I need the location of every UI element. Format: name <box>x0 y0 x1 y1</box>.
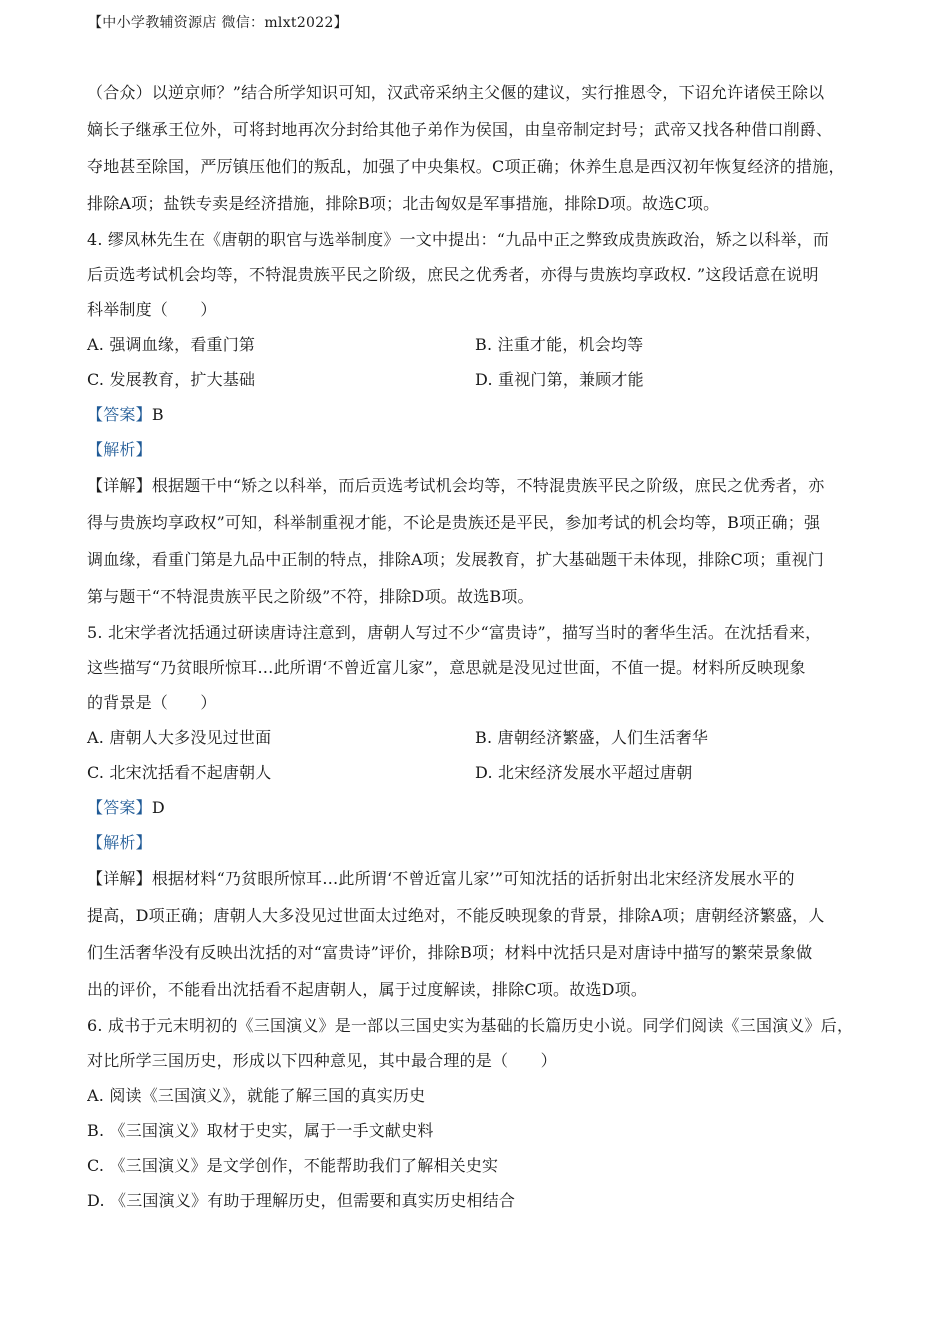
detail-label: 【详解】 <box>87 869 152 888</box>
intro-line: 夺地甚至除国，严厉镇压他们的叛乱，加强了中央集权。C项正确；休养生息是西汉初年恢复经济的措施， <box>87 157 845 176</box>
intro-paragraph <box>87 74 869 222</box>
answer-label: 【答案】 <box>87 405 152 424</box>
answer-label: 【答案】 <box>87 798 152 817</box>
detail-line: 第与题干“不特混贵族平民之阶级”不符，排除D项。故选B项。 <box>87 587 534 606</box>
detail-text: 根据题干中“矫之以科举，而后贡选考试机会均等，不特混贵族平民之阶级，庶民之优秀者，亦 <box>151 476 825 495</box>
option-b: B. 注重才能，机会均等 <box>475 335 644 354</box>
analysis-line <box>87 432 869 467</box>
options-row <box>87 362 869 397</box>
options-row <box>87 720 869 755</box>
question-stem-line: 6. 成书于元末明初的《三国演义》是一部以三国史实为基础的长篇历史小说。同学们阅读《三国演义》后， <box>87 1016 854 1035</box>
analysis-line <box>87 825 869 860</box>
option-c: C. 《三国演义》是文学创作，不能帮助我们了解相关史实 <box>87 1156 499 1175</box>
question-stem-line: 这些描写“乃贫眼所惊耳…此所谓‘不曾近富儿家”，意思就是没见过世面，不值一提。材料所反映现象 <box>87 658 806 677</box>
answer-value: D <box>151 798 165 817</box>
option-d: D. 《三国演义》有助于理解历史，但需要和真实历史相结合 <box>87 1191 516 1210</box>
question-stem-line: 科举制度（ ） <box>87 300 217 319</box>
option-d: D. 重视门第，兼顾才能 <box>475 370 644 389</box>
detail-text: 根据材料“乃贫眼所惊耳…此所谓‘不曾近富儿家’”可知沈括的话折射出北宋经济发展水平的 <box>151 869 795 888</box>
detail-line: 提高，D项正确；唐朝人大多没见过世面太过绝对，不能反映现象的背景，排除A项；唐朝经济繁盛，人 <box>87 906 825 925</box>
detail-label: 【详解】 <box>87 476 152 495</box>
option-a: A. 唐朝人大多没见过世面 <box>87 728 272 747</box>
option-b: B. 《三国演义》取材于史实，属于一手文献史料 <box>87 1121 434 1140</box>
detail-paragraph <box>87 860 869 1008</box>
question-stem-line: 4. 缪凤林先生在《唐朝的职官与选举制度》一文中提出：“九品中正之弊致成贵族政治，矫之以科举，而 <box>87 230 830 249</box>
intro-line: 嫡长子继承王位外，可将封地再次分封给其他子弟作为侯国，由皇帝制定封号；武帝又找各种借口削爵、 <box>87 120 833 139</box>
document-body <box>87 74 869 1218</box>
options-row <box>87 327 869 362</box>
detail-line: 得与贵族均享政权”可知，科举制重视才能，不论是贵族还是平民，参加考试的机会均等，B项正确；强 <box>87 513 821 532</box>
detail-line <box>87 860 869 897</box>
option-d: D. 北宋经济发展水平超过唐朝 <box>475 763 693 782</box>
analysis-label: 【解析】 <box>87 833 152 852</box>
detail-line: 们生活奢华没有反映出沈括的对“富贵诗”评价，排除B项；材料中沈括只是对唐诗中描写的繁荣景象做 <box>87 943 813 962</box>
question-stem-line: 对比所学三国历史，形成以下四种意见，其中最合理的是（ ） <box>87 1051 557 1070</box>
detail-line <box>87 467 869 504</box>
answer-line <box>87 397 869 432</box>
intro-line: （合众）以逆京师？”结合所学知识可知，汉武帝采纳主父偃的建议，实行推恩令，下诏允许诸侯王除以 <box>87 83 825 102</box>
question-6 <box>87 1008 869 1218</box>
intro-line: 排除A项；盐铁专卖是经济措施，排除B项；北击匈奴是军事措施，排除D项。故选C项。 <box>87 194 720 213</box>
question-stem-line: 的背景是（ ） <box>87 693 217 712</box>
detail-paragraph <box>87 467 869 615</box>
answer-line <box>87 790 869 825</box>
analysis-label: 【解析】 <box>87 440 152 459</box>
question-5 <box>87 615 869 1008</box>
detail-line: 出的评价，不能看出沈括看不起唐朝人，属于过度解读，排除C项。故选D项。 <box>87 980 648 999</box>
page-header-watermark: 【中小学教辅资源店 微信：mlxt2022】 <box>88 15 348 31</box>
option-a: A. 阅读《三国演义》，就能了解三国的真实历史 <box>87 1086 426 1105</box>
option-a: A. 强调血缘，看重门第 <box>87 335 256 354</box>
question-stem-line: 5. 北宋学者沈括通过研读唐诗注意到，唐朝人写过不少“富贵诗”，描写当时的奢华生活。在沈括看来， <box>87 623 822 642</box>
detail-line: 调血缘，看重门第是九品中正制的特点，排除A项；发展教育，扩大基础题干未体现，排除C项；重视门 <box>87 550 824 569</box>
answer-value: B <box>151 405 164 424</box>
option-c: C. 北宋沈括看不起唐朝人 <box>87 763 272 782</box>
options-row <box>87 755 869 790</box>
question-stem-line: 后贡选考试机会均等，不特混贵族平民之阶级，庶民之优秀者，亦得与贵族均享政权. ”这段话意在说明 <box>87 265 819 284</box>
option-b: B. 唐朝经济繁盛，人们生活奢华 <box>475 728 709 747</box>
question-4 <box>87 222 869 615</box>
option-c: C. 发展教育，扩大基础 <box>87 370 256 389</box>
